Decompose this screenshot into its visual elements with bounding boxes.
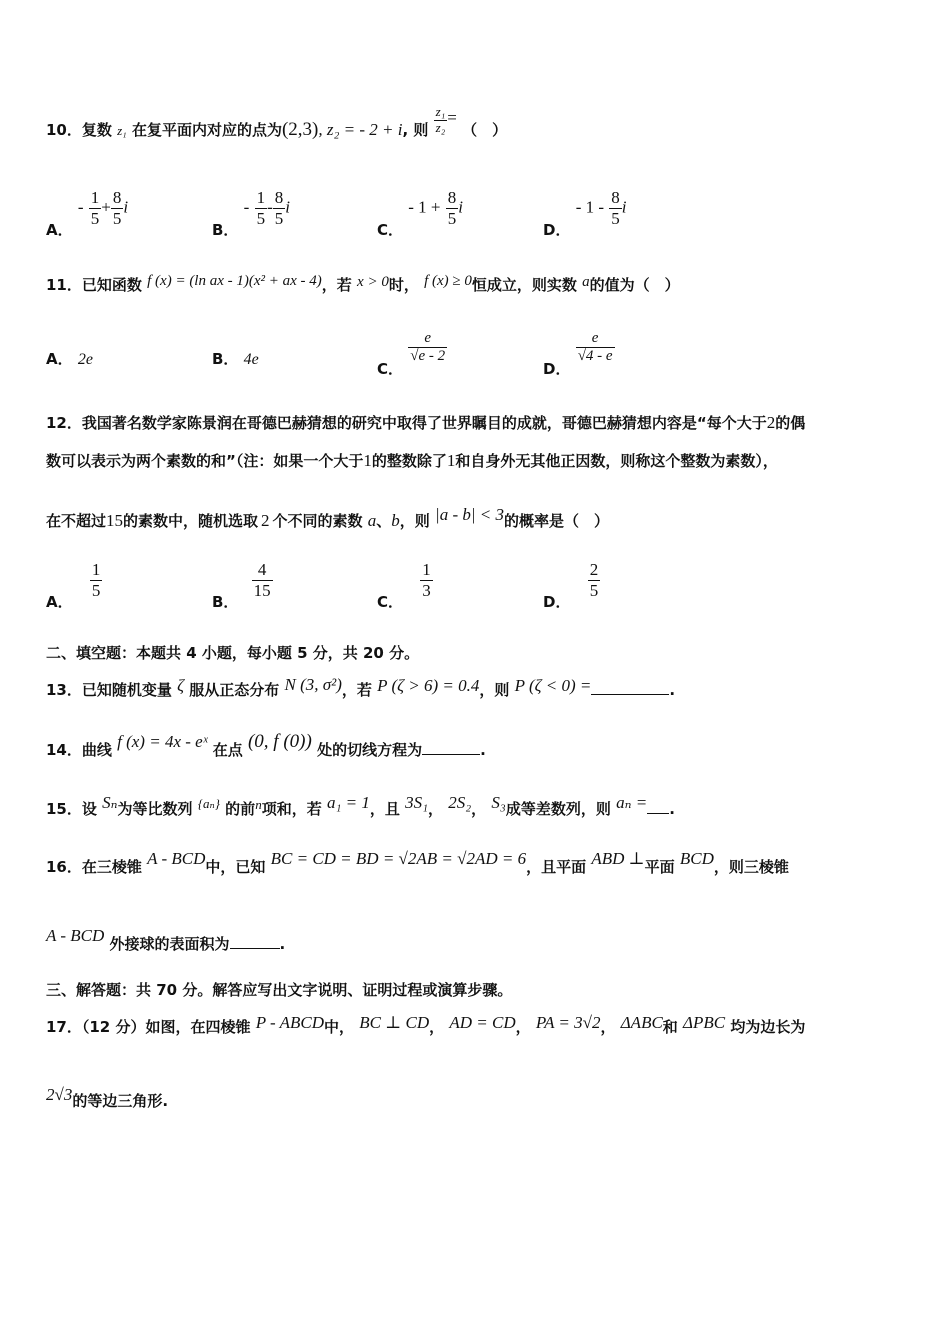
frac-num: 1 <box>256 188 266 207</box>
question-number: 15． <box>46 800 82 818</box>
frac-num: 8 <box>611 188 620 207</box>
option-fraction <box>111 188 124 228</box>
q15-text: ，且 <box>369 800 400 818</box>
question-number: 11． <box>46 276 82 294</box>
math-point: (2,3) <box>281 119 319 140</box>
q11-text: 恒成立，则实数 <box>471 276 577 294</box>
math-var: b <box>391 511 400 530</box>
frac-den: √e - 2 <box>410 348 446 365</box>
q11-text: 的值为（ ） <box>589 276 680 294</box>
q10-text: 复数 <box>81 121 112 139</box>
q16-text: ，则三棱锥 <box>713 858 789 876</box>
math-eq: = <box>447 108 457 127</box>
q16-text: 中，已知 <box>205 858 266 876</box>
question-14 <box>46 731 486 759</box>
q15-text: 项和，若 <box>261 800 322 818</box>
q12-text: 在不超过 <box>46 512 107 530</box>
option-fraction <box>446 188 459 228</box>
math-term: 3S₁ <box>405 793 428 812</box>
q15-text: ， <box>471 800 487 818</box>
option-fraction <box>420 560 433 600</box>
q10-option-c[interactable] <box>377 188 463 239</box>
option-math: i <box>458 197 463 217</box>
math-var: ζ <box>177 676 185 695</box>
frac-den: 5 <box>274 208 284 228</box>
option-label: D． <box>543 360 571 379</box>
q12-text: 的素数中，随机选取 <box>123 512 259 530</box>
option-math: i <box>285 197 290 217</box>
q12-text: ，则 <box>399 512 430 530</box>
math-dist: N (3, σ²) <box>284 675 342 694</box>
answer-blank[interactable] <box>422 740 480 755</box>
math-length: 2√3 <box>46 1085 73 1104</box>
q10-text: , 则 <box>402 121 429 139</box>
q13-text: . <box>669 681 676 699</box>
math-pyramid: P - ABCD <box>255 1013 325 1032</box>
section-heading-fill-blank: 二、填空题：本题共 4 小题，每小题 5 分，共 20 分。 <box>46 644 420 662</box>
frac-den: z₂ <box>435 120 446 135</box>
q12-text: 的整数除了 <box>371 452 447 470</box>
math-num: 2 <box>261 511 270 530</box>
fraction-z1-z2 <box>434 105 448 136</box>
option-fraction <box>576 330 615 366</box>
option-label: C． <box>377 360 404 379</box>
frac-den: 15 <box>253 580 271 600</box>
q11-option-d[interactable] <box>543 330 615 379</box>
option-fraction <box>89 188 102 228</box>
answer-blank[interactable] <box>647 799 669 814</box>
frac-num: 1 <box>90 188 100 207</box>
question-17-line2 <box>46 1085 169 1110</box>
question-15 <box>46 793 675 818</box>
math-eq: aₙ = <box>616 793 648 812</box>
question-12-line3 <box>46 505 610 530</box>
option-math: 2e <box>77 351 93 368</box>
q17-text: ， <box>515 1018 531 1036</box>
answer-paren: （ ） <box>462 121 508 139</box>
math-tetrahedron: A - BCD <box>147 849 206 868</box>
option-fraction <box>408 330 447 366</box>
option-label: A． <box>46 220 73 239</box>
q15-text: ， <box>428 800 444 818</box>
answer-blank[interactable] <box>591 680 669 695</box>
option-math: - <box>77 197 84 217</box>
frac-den: 5 <box>611 208 620 228</box>
frac-num: z₁ <box>435 104 446 120</box>
q13-text: 服从正态分布 <box>189 681 280 699</box>
math-cond: AD = CD <box>449 1013 516 1032</box>
q16-text: . <box>279 935 286 953</box>
q14-text: 曲线 <box>81 741 112 759</box>
math-cond: BC ⊥ CD <box>359 1013 430 1032</box>
math-z1: z₁ <box>117 123 127 138</box>
math-inequality: f (x) ≥ 0 <box>424 273 472 289</box>
frac-num: 2 <box>589 560 599 579</box>
option-math: i <box>123 197 129 217</box>
q12-option-d[interactable] <box>543 560 600 611</box>
question-12-line2 <box>46 452 778 469</box>
math-cond: PA = 3√2 <box>535 1013 601 1032</box>
math-function: f (x) = 4x - eˣ <box>117 732 208 751</box>
frac-den: 5 <box>90 208 100 228</box>
q16-text: ，且平面 <box>526 858 587 876</box>
question-13 <box>46 675 676 699</box>
q12-option-c[interactable] <box>377 560 433 611</box>
q15-text: 的前 <box>225 800 256 818</box>
question-number: 17． <box>46 1018 82 1036</box>
q12-text: 和自身外无其他正因数，则称这个整数为素数）， <box>455 452 778 470</box>
q13-text: 已知随机变量 <box>81 681 172 699</box>
option-label: D． <box>543 592 571 611</box>
q10-option-a[interactable] <box>46 188 129 239</box>
math-num: 1 <box>446 451 456 470</box>
q12-text: 的概率是（ ） <box>504 512 610 530</box>
frac-num: 4 <box>252 560 273 581</box>
option-math: - <box>243 197 250 217</box>
q11-option-a[interactable] <box>46 352 93 368</box>
q11-text: 已知函数 <box>81 276 142 294</box>
frac-den: 5 <box>112 208 122 228</box>
math-prob: P (ζ < 0) = <box>514 676 592 695</box>
q11-option-c[interactable] <box>377 330 447 379</box>
frac-num: 8 <box>447 188 457 207</box>
q13-text: ，若 <box>341 681 372 699</box>
q17-text: 中， <box>324 1018 355 1036</box>
q12-text: 、 <box>376 512 392 530</box>
question-12-line1 <box>46 414 805 431</box>
q10-text: 在复平面内对应的点为 <box>131 121 282 139</box>
math-plane: BCD <box>679 849 714 868</box>
q14-text: 处的切线方程为 <box>317 741 423 759</box>
q10-option-b[interactable] <box>212 188 290 239</box>
math-term: 2S₂ <box>448 793 472 812</box>
math-eq: a₁ = 1 <box>326 793 370 812</box>
math-num: 2 <box>766 413 776 432</box>
math-term: S₃ <box>491 793 506 812</box>
q12-option-a[interactable] <box>46 560 102 611</box>
math-var: a <box>582 274 590 290</box>
math-function: f (x) = (ln ax - 1)(x² + ax - 4) <box>147 273 322 289</box>
math-var: a <box>367 511 377 530</box>
math-num: 15 <box>106 511 124 530</box>
q12-option-b[interactable] <box>212 560 273 611</box>
question-number: 14． <box>46 741 82 759</box>
math-num: 1 <box>363 451 372 470</box>
option-label: A． <box>46 350 73 368</box>
q12-text: 数可以表示为两个素数的和”（注：如果一个大于 <box>46 452 364 470</box>
q13-text: ，则 <box>479 681 510 699</box>
math-condition: x > 0 <box>357 274 389 290</box>
option-fraction <box>588 560 601 600</box>
q16-text: 平面 <box>644 858 675 876</box>
option-math: i <box>621 197 627 217</box>
q15-text: 设 <box>81 800 97 818</box>
q17-text: ， <box>429 1018 445 1036</box>
q10-option-d[interactable] <box>543 188 627 239</box>
question-16-line2 <box>46 926 286 953</box>
math-abs: |a - b| < 3 <box>435 505 505 524</box>
q15-text: 成等差数列，则 <box>505 800 611 818</box>
frac-den: 3 <box>422 580 431 600</box>
math-tetrahedron: A - BCD <box>46 926 105 945</box>
q11-text: 时， <box>388 276 419 294</box>
math-triangle: ΔPBC <box>683 1013 726 1032</box>
frac-den: 5 <box>447 208 457 228</box>
frac-num: 8 <box>112 188 122 207</box>
q17-text: （12 分）如图，在四棱锥 <box>81 1018 251 1036</box>
q15-text: 为等比数列 <box>117 800 193 818</box>
section-heading-solutions: 三、解答题：共 70 分。解答应写出文字说明、证明过程或演算步骤。 <box>46 981 513 999</box>
question-16-line1 <box>46 849 789 876</box>
frac-den: 5 <box>256 208 266 228</box>
q12-text: 个不同的素数 <box>272 512 363 530</box>
option-fraction <box>609 188 622 228</box>
option-math: - <box>267 197 273 217</box>
question-11-stem <box>46 273 680 294</box>
option-label: C． <box>377 220 404 239</box>
option-math: - 1 + <box>408 197 441 217</box>
math-eq: BC = CD = BD = √2AB = √2AD = 6 <box>270 849 527 868</box>
frac-den: √4 - e <box>577 348 613 365</box>
question-number: 13． <box>46 681 82 699</box>
option-math: + <box>101 197 111 217</box>
frac-num: 1 <box>422 560 431 579</box>
q11-option-b[interactable] <box>212 352 259 368</box>
option-fraction <box>273 188 286 228</box>
frac-num: e <box>424 330 432 346</box>
math-triangle: ΔABC <box>620 1013 663 1032</box>
frac-num: 8 <box>274 188 284 207</box>
option-label: D． <box>543 220 571 239</box>
question-10-stem <box>46 104 508 140</box>
question-number: 10． <box>46 121 82 139</box>
option-label: B． <box>212 220 239 239</box>
math-point: (0, f (0)) <box>247 731 312 752</box>
q14-text: 在点 <box>212 741 243 759</box>
q14-text: . <box>480 741 486 759</box>
q17-text: 和 <box>662 1018 678 1036</box>
q15-text: . <box>669 800 675 818</box>
q17-text: 均为边长为 <box>730 1018 806 1036</box>
q16-text: 在三棱锥 <box>81 858 142 876</box>
option-label: B． <box>212 592 239 611</box>
option-math: 4e <box>243 351 259 368</box>
option-fraction <box>252 560 273 600</box>
frac-num: 1 <box>91 560 101 579</box>
option-fraction <box>90 560 103 600</box>
option-fraction <box>255 188 268 228</box>
math-prob: P (ζ > 6) = 0.4 <box>377 676 480 695</box>
option-label: C． <box>377 592 404 611</box>
option-math: - 1 - <box>575 197 605 217</box>
question-number: 16． <box>46 858 82 876</box>
q17-text: 的等边三角形. <box>72 1092 169 1110</box>
math-sequence: {aₙ} <box>197 796 220 811</box>
frac-den: 5 <box>589 580 599 600</box>
q16-text: 外接球的表面积为 <box>109 935 230 953</box>
math-plane: ABD ⊥ <box>591 849 645 868</box>
option-label: B． <box>212 350 239 368</box>
option-label: A． <box>46 592 73 611</box>
q12-text: 12．我国著名数学家陈景润在哥德巴赫猜想的研究中取得了世界瞩目的成就，哥德巴赫猜想内容是“每个大于 <box>46 414 767 432</box>
question-17-line1 <box>46 1013 806 1036</box>
math-z2: , z₂ = - 2 + i <box>318 120 403 139</box>
q12-text: 的偶 <box>775 414 806 432</box>
frac-num: e <box>591 330 599 346</box>
frac-den: 5 <box>91 580 101 600</box>
answer-blank[interactable] <box>230 934 280 949</box>
q17-text: ， <box>600 1018 616 1036</box>
math-var: Sₙ <box>102 793 118 812</box>
q11-text: ，若 <box>321 276 352 294</box>
math-var: n <box>255 797 262 812</box>
